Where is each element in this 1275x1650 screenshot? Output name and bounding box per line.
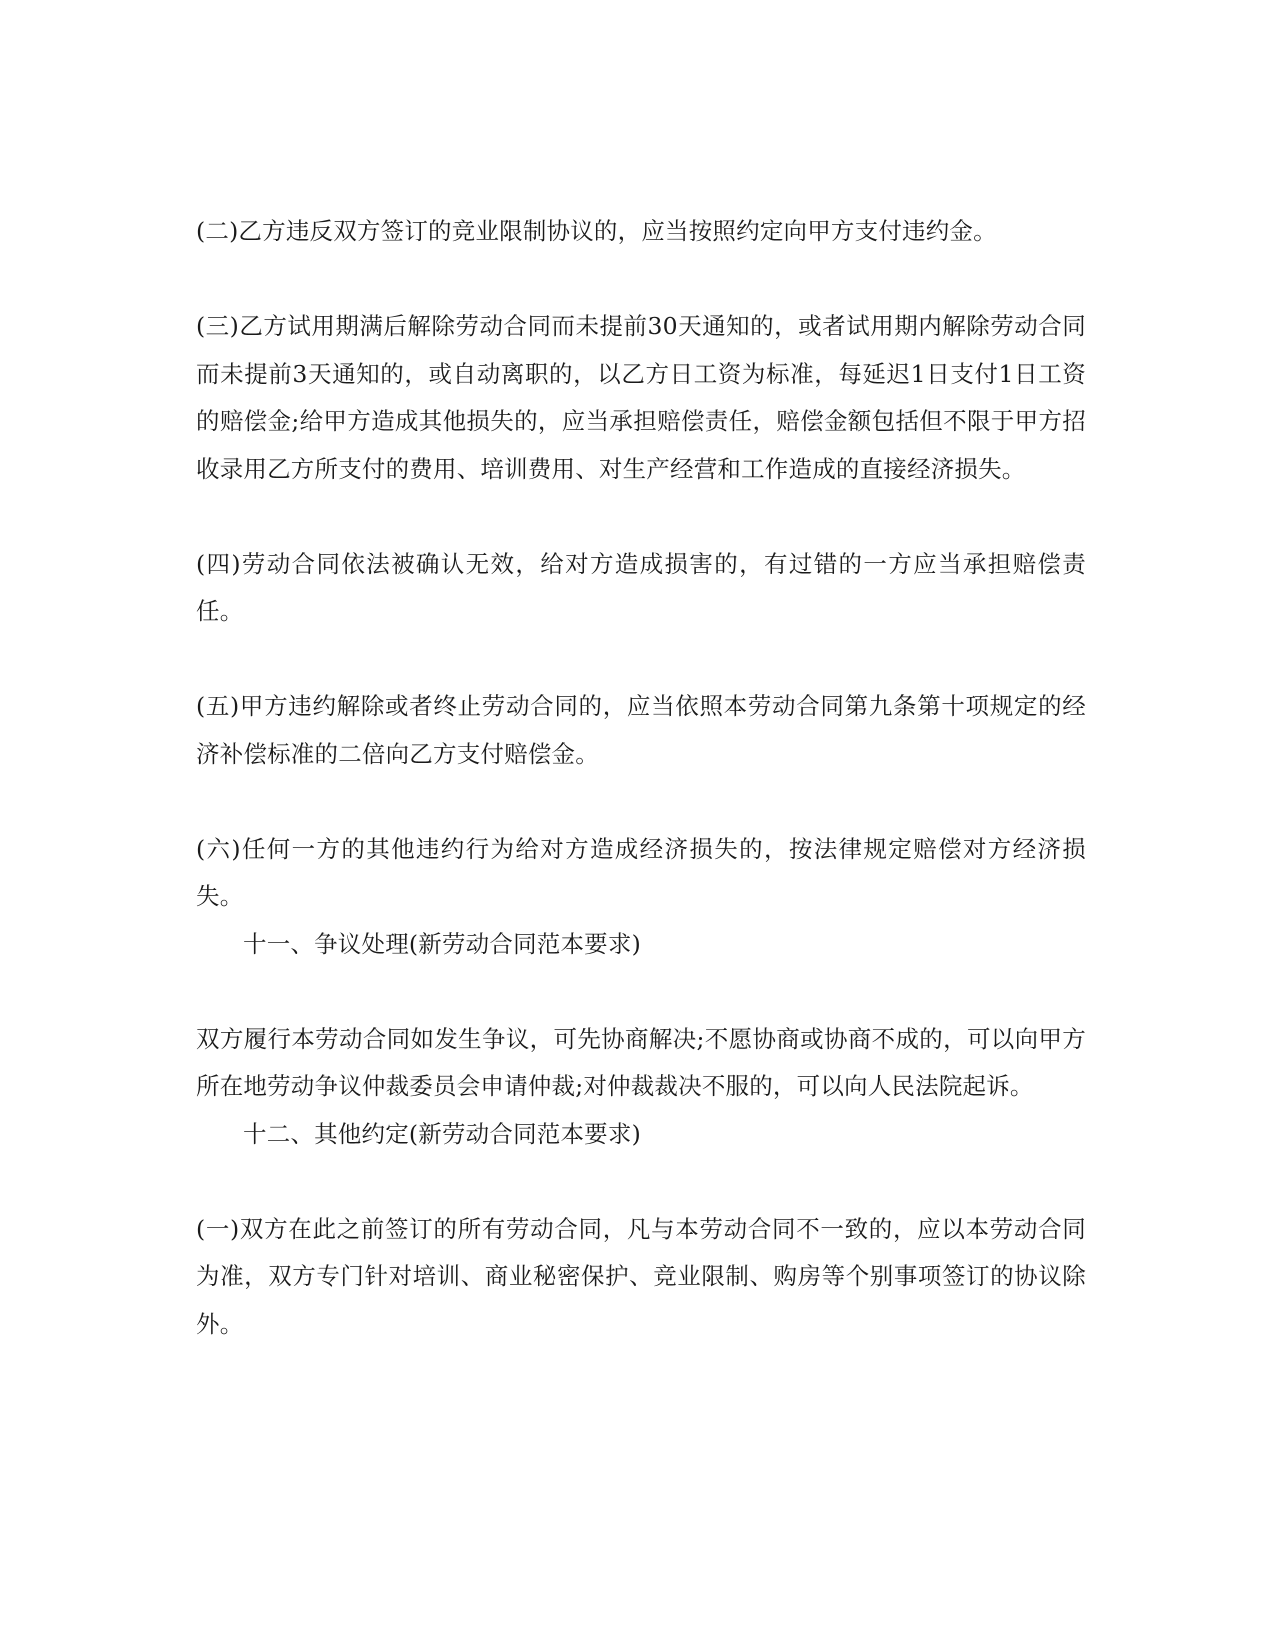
paragraph-spacer: [196, 968, 1086, 1016]
clause-item-5: (五)甲方违约解除或者终止劳动合同的，应当依照本劳动合同第九条第十项规定的经济补偿标准的二倍向乙方支付赔偿金。: [196, 692, 1086, 768]
clause-item-2: (二)乙方违反双方签订的竞业限制协议的，应当按照约定向甲方支付违约金。: [196, 217, 997, 245]
paragraph-spacer: [196, 493, 1086, 541]
section-11-heading: 十一、争议处理(新劳动合同范本要求): [243, 929, 641, 958]
paragraph-spacer: [196, 256, 1086, 304]
section-11-body: 双方履行本劳动合同如发生争议，可先协商解决;不愿协商或协商不成的，可以向甲方所在地劳动争议仲裁委员会申请仲裁;对仲裁裁决不服的，可以向人民法院起诉。: [196, 1024, 1086, 1100]
clause-item-6: (六)任何一方的其他违约行为给对方造成经济损失的，按法律规定赔偿对方经济损失。: [196, 834, 1086, 910]
clause-item-4: (四)劳动合同依法被确认无效，给对方造成损害的，有过错的一方应当承担赔偿责任。: [196, 549, 1086, 625]
clause-item-3: (三)乙方试用期满后解除劳动合同而未提前30天通知的，或者试用期内解除劳动合同而未提前3天通知的，或自动离职的，以乙方日工资为标准，每延迟1日支付1日工资的赔偿金;给甲方造成其他损失的，应当承担赔偿责任，赔偿金额包括但不限于甲方招收录用乙方所支付的费用、培训费用、对生产经营和工作造成的直接经济损失。: [196, 312, 1086, 483]
section-12-item-1: (一)双方在此之前签订的所有劳动合同，凡与本劳动合同不一致的，应以本劳动合同为准，双方专门针对培训、商业秘密保护、竞业限制、购房等个别事项签订的协议除外。: [196, 1214, 1086, 1338]
paragraph-spacer: [196, 1158, 1086, 1206]
document-body: [196, 208, 1086, 1348]
paragraph-spacer: [196, 778, 1086, 826]
paragraph-spacer: [196, 636, 1086, 684]
section-12-heading: 十二、其他约定(新劳动合同范本要求): [243, 1119, 641, 1148]
